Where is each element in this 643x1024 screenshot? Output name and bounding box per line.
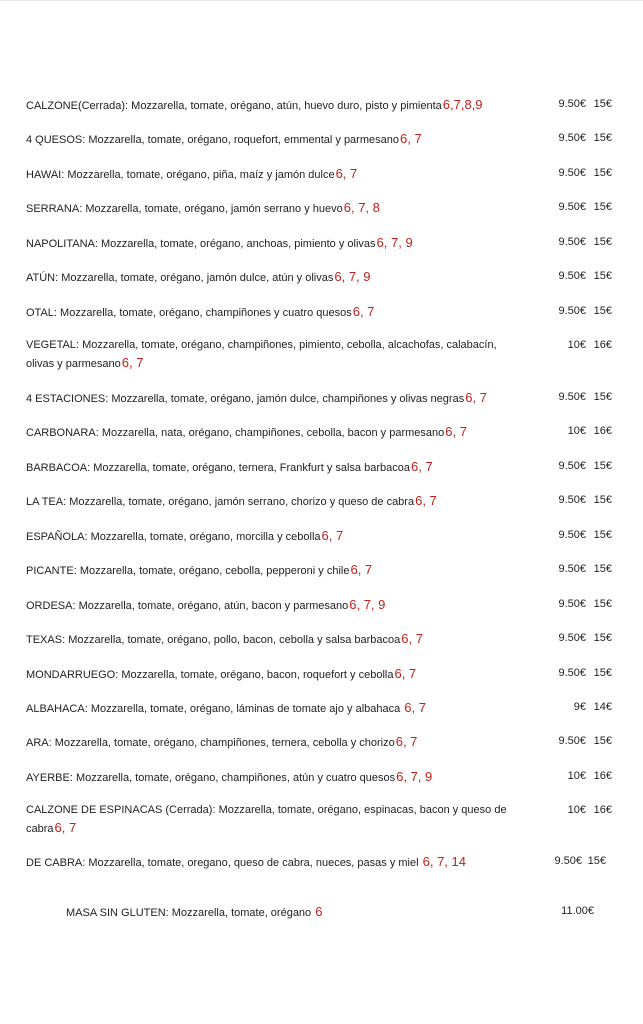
- price-small: 9.50€: [554, 855, 582, 867]
- price-large: 16€: [593, 339, 612, 351]
- menu-item-name: ESPAÑOLA: [26, 531, 85, 543]
- menu-item-name: CALZONE(Cerrada): [26, 100, 126, 112]
- price-large: 14€: [593, 701, 612, 713]
- menu-item-allergens: 6, 7: [352, 304, 375, 319]
- menu-item-text: MONDARRUEGO: Mozzarella, tomate, orégano, bacon, roquefort y cebolla6, 7: [26, 666, 417, 681]
- menu-item-desc: Mozzarella, tomate, orégano, champiñones, pimiento, cebolla, alcachofas, calabacín, olivas y parmesano: [26, 339, 497, 370]
- price-large: 15€: [593, 494, 612, 506]
- menu-item-name: AYERBE: [26, 772, 70, 784]
- menu-item-desc: Mozzarella, tomate, orégano, cebolla, pepperoni y chile: [79, 565, 350, 577]
- menu-item-allergens: 6, 7: [54, 820, 77, 835]
- price-small: 9.50€: [558, 563, 586, 575]
- menu-item-allergens: 6, 7: [465, 390, 487, 405]
- gluten-free-name: MASA SIN GLUTEN: [66, 907, 166, 919]
- price-large: 15€: [593, 201, 612, 213]
- menu-item-text: ALBAHACA: Mozzarella, tomate, orégano, láminas de tomate ajo y albahaca 6, 7: [26, 700, 426, 715]
- price-small: 10€: [567, 339, 586, 351]
- menu-item-name: CARBONARA: [26, 427, 96, 439]
- price-large: 15€: [593, 236, 612, 248]
- menu-item-allergens: 6, 7: [415, 493, 437, 508]
- menu-item-desc: Mozzarella, tomate, orégano, pollo, bacon, cebolla y salsa barbacoa: [68, 634, 401, 646]
- price-small: 9.50€: [558, 391, 586, 403]
- price-small: 9.50€: [558, 167, 586, 179]
- price-large: 15€: [593, 132, 612, 144]
- price-small: 9.50€: [558, 236, 586, 248]
- price-small: 10€: [567, 804, 586, 816]
- menu-item-desc: Mozzarella, tomate, orégano, champiñones, ternera, cebolla y chorizo: [54, 737, 395, 749]
- price-small: 9.50€: [558, 98, 586, 110]
- menu-item-allergens: 6, 7: [410, 459, 433, 474]
- menu-item-text: LA TEA: Mozzarella, tomate, orégano, jamón serrano, chorizo y queso de cabra6, 7: [26, 493, 437, 508]
- price-small: 9.50€: [558, 201, 586, 213]
- price-large: 15€: [593, 598, 612, 610]
- menu-item-allergens: 6, 7: [350, 562, 373, 577]
- price-large: 15€: [593, 167, 612, 179]
- price-large: 15€: [593, 391, 612, 403]
- price-small: 9.50€: [558, 667, 586, 679]
- price-large: 15€: [593, 270, 612, 282]
- price-small: 9.50€: [558, 632, 586, 644]
- gluten-free-price: 11.00€: [561, 905, 594, 917]
- menu-item-text: ESPAÑOLA: Mozzarella, tomate, orégano, morcilla y cebolla6, 7: [26, 528, 344, 543]
- price-small: 9.50€: [558, 598, 586, 610]
- menu-item-allergens: 6, 7: [399, 131, 422, 146]
- price-large: 16€: [593, 770, 612, 782]
- page-top-border: [0, 0, 643, 1]
- menu-item-allergens: 6, 7: [394, 666, 417, 681]
- gluten-free-item: MASA SIN GLUTEN: Mozzarella, tomate, orégano 6: [66, 904, 323, 919]
- menu-item-allergens: 6, 7: [321, 528, 344, 543]
- menu-item-allergens: 6, 7, 14: [422, 854, 466, 869]
- menu-item-desc: Mozzarella, tomate, orégano, jamón serrano, chorizo y queso de cabra: [69, 496, 415, 508]
- price-large: 15€: [593, 460, 612, 472]
- menu-item-text: ATÚN: Mozzarella, tomate, orégano, jamón dulce, atún y olivas6, 7, 9: [26, 269, 371, 284]
- menu-item-desc: Mozzarella, tomate, orégano, piña, maíz y jamón dulce: [67, 169, 335, 181]
- menu-item-name: BARBACOA: [26, 462, 88, 474]
- menu-item-text: HAWAI: Mozzarella, tomate, orégano, piña, maíz y jamón dulce6, 7: [26, 166, 358, 181]
- menu-item-name: DE CABRA: [26, 857, 83, 869]
- menu-item-desc: Mozzarella, tomate, orégano, roquefort, emmental y parmesano: [88, 134, 399, 146]
- menu-item-text: SERRANA: Mozzarella, tomate, orégano, jamón serrano y huevo6, 7, 8: [26, 200, 380, 215]
- price-small: 9.50€: [558, 460, 586, 472]
- price-large: 15€: [587, 855, 606, 867]
- menu-item-allergens: 6, 7: [401, 631, 423, 646]
- gluten-free-allergens: 6: [315, 904, 323, 919]
- menu-item-desc: Mozzarella, tomate, orégano, morcilla y cebolla: [90, 531, 321, 543]
- menu-item-text: BARBACOA: Mozzarella, tomate, orégano, ternera, Frankfurt y salsa barbacoa6, 7: [26, 459, 433, 474]
- price-small: 9.50€: [558, 494, 586, 506]
- menu-item-allergens: 6, 7: [404, 700, 426, 715]
- menu-item-desc: Mozzarella, tomate, orégano, atún, bacon y parmesano: [78, 600, 349, 612]
- menu-item-allergens: 6, 7, 9: [396, 769, 433, 784]
- menu-item-name: ALBAHACA: [26, 703, 85, 715]
- menu-item-name: 4 ESTACIONES: [26, 393, 106, 405]
- menu-item-desc: Mozzarella, nata, orégano, champiñones, cebolla, bacon y parmesano: [101, 427, 445, 439]
- menu-item-allergens: 6,7,8,9: [442, 97, 483, 112]
- menu-item-text: CARBONARA: Mozzarella, nata, orégano, champiñones, cebolla, bacon y parmesano6, 7: [26, 424, 467, 439]
- menu-item-desc: Mozzarella, tomate, orégano, bacon, roquefort y cebolla: [121, 669, 394, 681]
- menu-item-allergens: 6, 7: [121, 355, 144, 370]
- menu-item-desc: Mozzarella, tomate, orégano, jamón serrano y huevo: [85, 203, 343, 215]
- price-large: 15€: [593, 735, 612, 747]
- menu-item-allergens: 6, 7, 9: [334, 269, 371, 284]
- menu-item-desc: Mozzarella, tomate, orégano, espinacas, bacon y queso de cabra: [26, 804, 507, 835]
- menu-item-desc: Mozzarella, tomate, orégano, ternera, Frankfurt y salsa barbacoa: [93, 462, 410, 474]
- menu-item-text: ARA: Mozzarella, tomate, orégano, champiñones, ternera, cebolla y chorizo6, 7: [26, 734, 418, 749]
- price-small: 9.50€: [558, 735, 586, 747]
- price-large: 15€: [593, 563, 612, 575]
- menu-item-name: CALZONE DE ESPINACAS (Cerrada): [26, 804, 213, 816]
- menu-item-text: OTAL: Mozzarella, tomate, orégano, champiñones y cuatro quesos6, 7: [26, 304, 375, 319]
- menu-item-text: 4 QUESOS: Mozzarella, tomate, orégano, roquefort, emmental y parmesano6, 7: [26, 131, 422, 146]
- menu-item-name: LA TEA: [26, 496, 64, 508]
- price-small: 10€: [567, 770, 586, 782]
- menu-item-name: OTAL: [26, 307, 54, 319]
- price-small: 9€: [573, 701, 586, 713]
- menu-item-allergens: 6, 7, 8: [343, 200, 380, 215]
- price-small: 9.50€: [558, 529, 586, 541]
- menu-item-desc: Mozzarella, tomate, orégano, atún, huevo duro, pisto y pimienta: [131, 100, 442, 112]
- menu-item-allergens: 6, 7, 9: [376, 235, 413, 250]
- price-large: 15€: [593, 529, 612, 541]
- menu-item-desc: Mozzarella, tomate, orégano, champiñones y cuatro quesos: [60, 307, 352, 319]
- price-large: 15€: [593, 98, 612, 110]
- price-large: 15€: [593, 305, 612, 317]
- menu-item-text: NAPOLITANA: Mozzarella, tomate, orégano, anchoas, pimiento y olivas6, 7, 9: [26, 235, 413, 250]
- gluten-free-desc: Mozzarella, tomate, orégano: [171, 907, 315, 919]
- menu-item-text: VEGETAL: Mozzarella, tomate, orégano, champiñones, pimiento, cebolla, alcachofas, calabacín, olivas y parmesano6, 7: [26, 339, 497, 370]
- price-small: 9.50€: [558, 132, 586, 144]
- menu-item-desc: Mozzarella, tomate, oregano, queso de cabra, nueces, pasas y miel: [88, 857, 422, 869]
- price-large: 16€: [593, 425, 612, 437]
- price-large: 15€: [593, 632, 612, 644]
- menu-item-allergens: 6, 7: [335, 166, 358, 181]
- menu-item-allergens: 6, 7: [445, 424, 467, 439]
- menu-item-desc: Mozzarella, tomate, orégano, champiñones, atún y cuatro quesos: [75, 772, 396, 784]
- menu-item-desc: Mozzarella, tomate, orégano, láminas de tomate ajo y albahaca: [90, 703, 404, 715]
- menu-item-text: TEXAS: Mozzarella, tomate, orégano, pollo, bacon, cebolla y salsa barbacoa6, 7: [26, 631, 423, 646]
- menu-item-allergens: 6, 7: [395, 734, 418, 749]
- menu-item-name: TEXAS: [26, 634, 63, 646]
- menu-item-name: ORDESA: [26, 600, 73, 612]
- menu-item-name: ATÚN: [26, 272, 56, 284]
- menu-item-text: ORDESA: Mozzarella, tomate, orégano, atún, bacon y parmesano6, 7, 9: [26, 597, 386, 612]
- menu-item-text: AYERBE: Mozzarella, tomate, orégano, champiñones, atún y cuatro quesos6, 7, 9: [26, 769, 433, 784]
- price-small: 10€: [567, 425, 586, 437]
- menu-item-name: NAPOLITANA: [26, 238, 95, 250]
- menu-item-text: CALZONE DE ESPINACAS (Cerrada): Mozzarella, tomate, orégano, espinacas, bacon y queso de cabra6, 7: [26, 804, 507, 835]
- price-small: 9.50€: [558, 270, 586, 282]
- menu-item-name: MONDARRUEGO: [26, 669, 116, 681]
- menu-item-name: HAWAI: [26, 169, 62, 181]
- menu-item-desc: Mozzarella, tomate, orégano, jamón dulce, champiñones y olivas negras: [111, 393, 465, 405]
- menu-item-name: VEGETAL: [26, 339, 76, 351]
- price-large: 15€: [593, 667, 612, 679]
- menu-item-name: 4 QUESOS: [26, 134, 83, 146]
- price-small: 9.50€: [558, 305, 586, 317]
- menu-item-name: SERRANA: [26, 203, 80, 215]
- menu-item-text: PICANTE: Mozzarella, tomate, orégano, cebolla, pepperoni y chile6, 7: [26, 562, 373, 577]
- menu-item-name: PICANTE: [26, 565, 74, 577]
- menu-item-text: DE CABRA: Mozzarella, tomate, oregano, queso de cabra, nueces, pasas y miel 6, 7, 14: [26, 854, 466, 869]
- menu-item-name: ARA: [26, 737, 49, 749]
- menu-item-allergens: 6, 7, 9: [349, 597, 386, 612]
- price-large: 16€: [593, 804, 612, 816]
- menu-item-text: 4 ESTACIONES: Mozzarella, tomate, orégano, jamón dulce, champiñones y olivas negras6, 7: [26, 390, 487, 405]
- menu-item-desc: Mozzarella, tomate, orégano, jamón dulce, atún y olivas: [61, 272, 334, 284]
- menu-item-desc: Mozzarella, tomate, orégano, anchoas, pimiento y olivas: [101, 238, 376, 250]
- menu-item-text: CALZONE(Cerrada): Mozzarella, tomate, orégano, atún, huevo duro, pisto y pimienta6,7,8,9: [26, 97, 483, 112]
